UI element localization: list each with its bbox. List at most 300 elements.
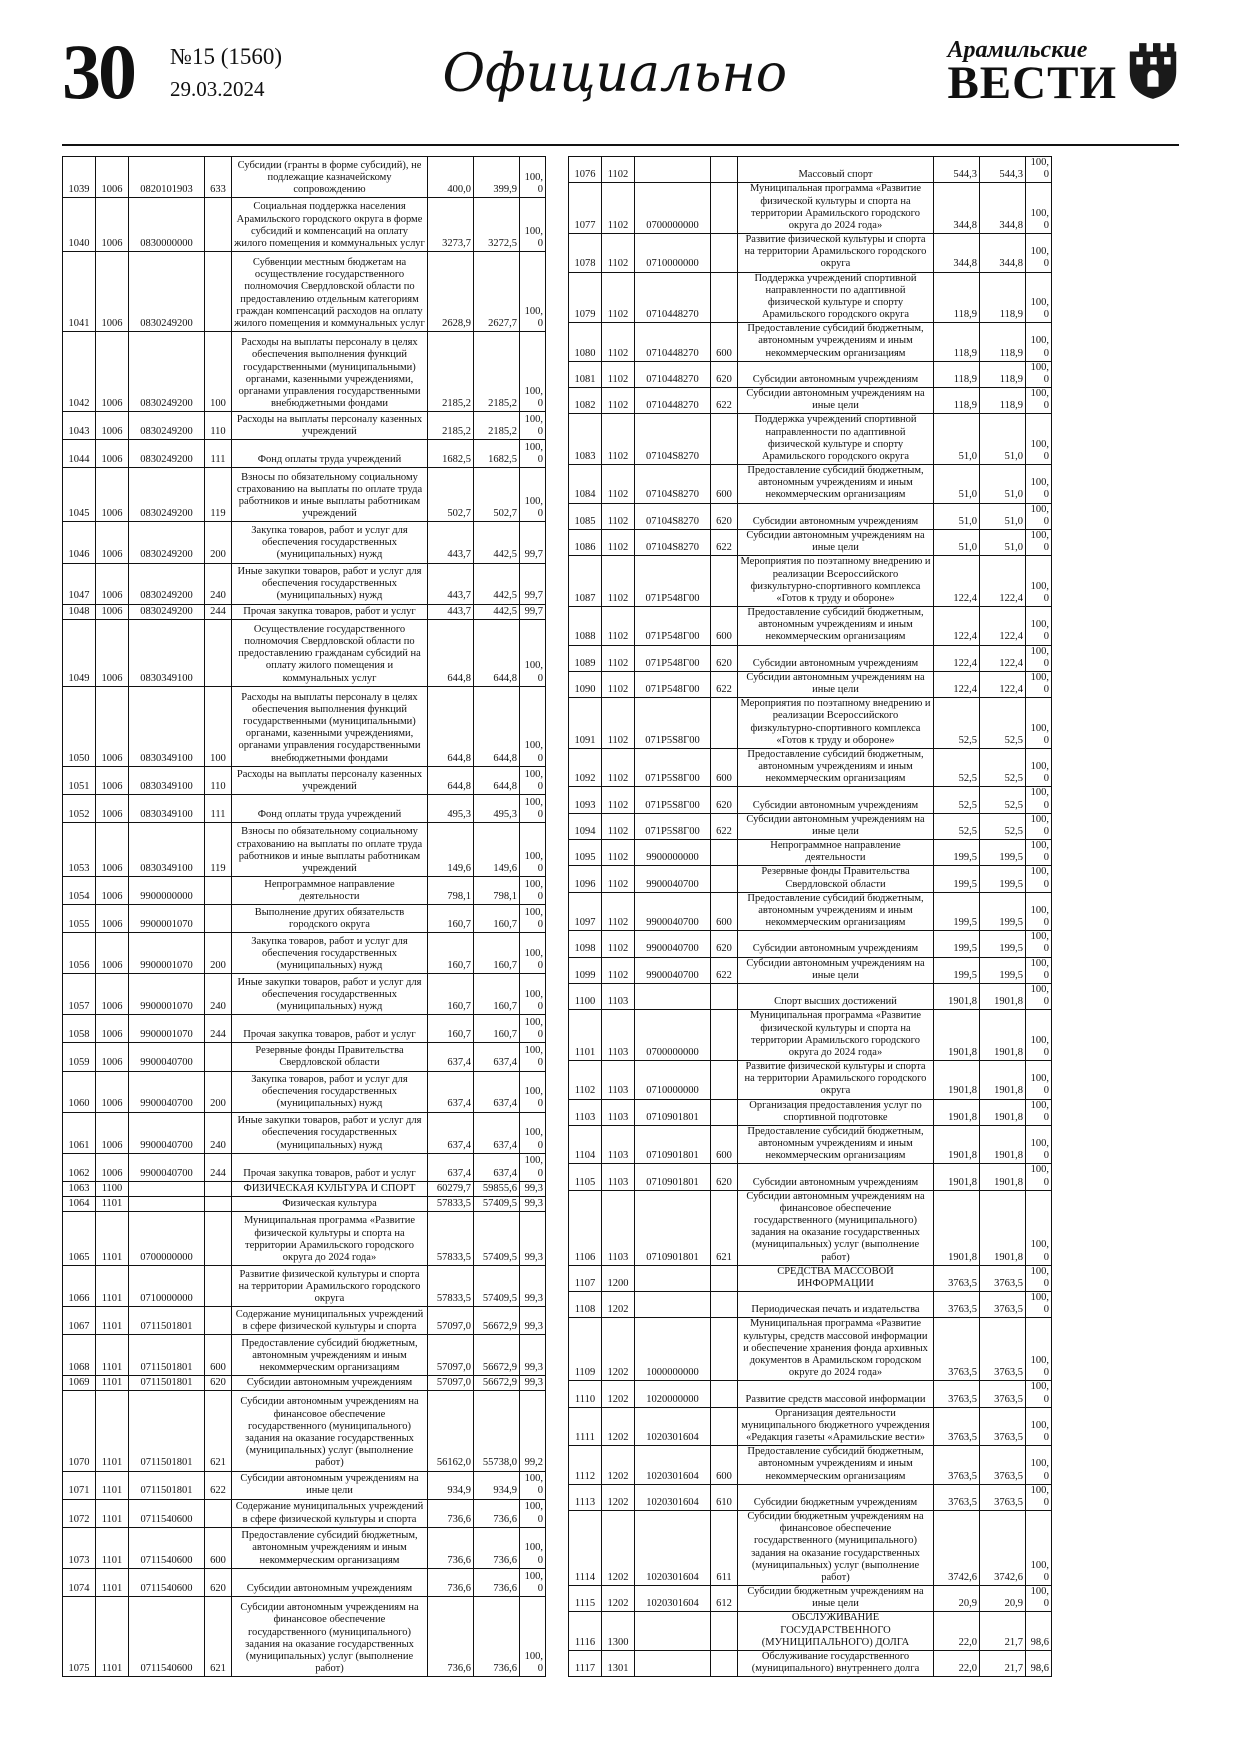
row-number-cell: 1100 [569, 984, 602, 1010]
target-article-cell: 9900001070 [129, 905, 205, 933]
description-cell: Субсидии автономным учреждениям на иные цели [738, 671, 934, 697]
executed-amount-cell: 160,7 [474, 933, 520, 974]
target-article-cell: 0710448270 [635, 323, 711, 362]
percent-cell: 100,0 [1026, 698, 1052, 749]
row-number-cell: 1114 [569, 1511, 602, 1586]
section-code-cell: 1006 [96, 468, 129, 522]
executed-amount-cell: 399,9 [474, 157, 520, 198]
approved-amount-cell: 3273,7 [428, 198, 474, 252]
budget-table-row [63, 563, 546, 604]
expense-type-cell: 610 [711, 1484, 738, 1510]
executed-amount-cell: 57409,5 [474, 1196, 520, 1211]
target-article-cell: 0830349100 [129, 619, 205, 686]
row-number-cell: 1044 [63, 440, 96, 468]
newspaper-name-top: Арамильские [947, 37, 1088, 63]
percent-cell: 99,3 [520, 1335, 546, 1376]
description-cell: Иные закупки товаров, работ и услуг для обеспечения государственных (муниципальных) нужд [232, 563, 428, 604]
target-article-cell: 0711501801 [129, 1335, 205, 1376]
budget-table-row [569, 1650, 1052, 1676]
executed-amount-cell: 56672,9 [474, 1307, 520, 1335]
target-article-cell: 0830249200 [129, 522, 205, 563]
description-cell: Закупка товаров, работ и услуг для обеспечения государственных (муниципальных) нужд [232, 933, 428, 974]
target-article-cell: 0830349100 [129, 794, 205, 822]
target-article-cell: 9900040700 [129, 1153, 205, 1181]
budget-table-row [63, 933, 546, 974]
executed-amount-cell: 2627,7 [474, 252, 520, 332]
expense-type-cell: 620 [711, 787, 738, 813]
executed-amount-cell: 51,0 [980, 529, 1026, 555]
budget-report-body [0, 146, 1241, 1677]
target-article-cell: 0710901801 [635, 1164, 711, 1190]
approved-amount-cell: 3763,5 [934, 1381, 980, 1407]
percent-cell: 100,0 [1026, 1407, 1052, 1446]
approved-amount-cell: 637,4 [428, 1153, 474, 1181]
section-code-cell: 1102 [602, 272, 635, 323]
row-number-cell: 1056 [63, 933, 96, 974]
target-article-cell: 071P5S8Г00 [635, 787, 711, 813]
executed-amount-cell: 3763,5 [980, 1484, 1026, 1510]
budget-table-row [569, 1190, 1052, 1265]
executed-amount-cell: 55738,0 [474, 1391, 520, 1471]
budget-table-row [63, 412, 546, 440]
target-article-cell: 0830249200 [129, 563, 205, 604]
description-cell: Развитие физической культуры и спорта на территории Арамильского городского округа [738, 234, 934, 273]
target-article-cell: 0820101903 [129, 157, 205, 198]
budget-table-row [63, 619, 546, 686]
executed-amount-cell: 21,7 [980, 1612, 1026, 1651]
budget-table-row [63, 468, 546, 522]
executed-amount-cell: 644,8 [474, 619, 520, 686]
description-cell: Субсидии автономным учреждениям [738, 361, 934, 387]
row-number-cell: 1039 [63, 157, 96, 198]
target-article-cell: 1020301604 [635, 1484, 711, 1510]
percent-cell: 100,0 [1026, 503, 1052, 529]
section-code-cell: 1100 [96, 1181, 129, 1196]
approved-amount-cell: 52,5 [934, 813, 980, 839]
expense-type-cell: 622 [711, 813, 738, 839]
row-number-cell: 1062 [63, 1153, 96, 1181]
approved-amount-cell: 57097,0 [428, 1307, 474, 1335]
budget-table-row [569, 813, 1052, 839]
section-code-cell: 1101 [96, 1376, 129, 1391]
budget-table-left-column [62, 156, 546, 1677]
target-article-cell: 071P5S8Г00 [635, 748, 711, 787]
row-number-cell: 1113 [569, 1484, 602, 1510]
budget-table-row [63, 440, 546, 468]
budget-table-row [569, 414, 1052, 465]
expense-type-cell [711, 1292, 738, 1318]
description-cell: Субсидии автономным учреждениям на финансовое обеспечение государственного (муниципального) задания на оказание государственных (муниципальных) услуг (выполнение работ) [738, 1190, 934, 1265]
executed-amount-cell: 637,4 [474, 1112, 520, 1153]
budget-table-row [569, 388, 1052, 414]
expense-type-cell [205, 1307, 232, 1335]
expense-type-cell: 621 [711, 1190, 738, 1265]
percent-cell: 100,0 [1026, 892, 1052, 931]
executed-amount-cell: 2185,2 [474, 332, 520, 412]
row-number-cell: 1090 [569, 671, 602, 697]
approved-amount-cell: 644,8 [428, 686, 474, 766]
row-number-cell: 1079 [569, 272, 602, 323]
budget-table-row [63, 157, 546, 198]
page-header [0, 0, 1241, 136]
percent-cell: 100,0 [1026, 984, 1052, 1010]
row-number-cell: 1094 [569, 813, 602, 839]
description-cell: Резервные фонды Правительства Свердловской области [738, 866, 934, 892]
percent-cell: 100,0 [1026, 272, 1052, 323]
percent-cell: 99,2 [520, 1391, 546, 1471]
budget-table-row [63, 1307, 546, 1335]
budget-table-row [569, 183, 1052, 234]
row-number-cell: 1076 [569, 157, 602, 183]
row-number-cell: 1071 [63, 1471, 96, 1499]
approved-amount-cell: 1901,8 [934, 1190, 980, 1265]
description-cell: Субсидии автономным учреждениям на финансовое обеспечение государственного (муниципального) задания на оказание государственных (муниципальных) услуг (выполнение работ) [232, 1596, 428, 1676]
target-article-cell: 9900001070 [129, 974, 205, 1015]
approved-amount-cell: 60279,7 [428, 1181, 474, 1196]
percent-cell: 100,0 [520, 686, 546, 766]
approved-amount-cell: 160,7 [428, 905, 474, 933]
budget-table-row [569, 607, 1052, 646]
description-cell: Субсидии автономным учреждениям [232, 1568, 428, 1596]
executed-amount-cell: 21,7 [980, 1650, 1026, 1676]
percent-cell: 99,3 [520, 1307, 546, 1335]
section-code-cell: 1102 [602, 671, 635, 697]
expense-type-cell [711, 556, 738, 607]
target-article-cell: 0700000000 [635, 183, 711, 234]
executed-amount-cell: 118,9 [980, 323, 1026, 362]
budget-table-row [569, 234, 1052, 273]
expense-type-cell [711, 1612, 738, 1651]
executed-amount-cell: 199,5 [980, 892, 1026, 931]
target-article-cell: 1020301604 [635, 1586, 711, 1612]
executed-amount-cell: 2185,2 [474, 412, 520, 440]
row-number-cell: 1105 [569, 1164, 602, 1190]
row-number-cell: 1117 [569, 1650, 602, 1676]
expense-type-cell: 622 [205, 1471, 232, 1499]
description-cell: СРЕДСТВА МАССОВОЙ ИНФОРМАЦИИ [738, 1265, 934, 1291]
executed-amount-cell: 736,6 [474, 1527, 520, 1568]
expense-type-cell [711, 840, 738, 866]
expense-type-cell [711, 183, 738, 234]
section-code-cell: 1006 [96, 252, 129, 332]
percent-cell: 100,0 [520, 766, 546, 794]
target-article-cell [129, 1181, 205, 1196]
row-number-cell: 1108 [569, 1292, 602, 1318]
section-code-cell: 1006 [96, 198, 129, 252]
budget-table-row [569, 866, 1052, 892]
target-article-cell: 07104S8270 [635, 529, 711, 555]
expense-type-cell: 100 [205, 686, 232, 766]
approved-amount-cell: 344,8 [934, 183, 980, 234]
section-code-cell: 1102 [602, 234, 635, 273]
row-number-cell: 1061 [63, 1112, 96, 1153]
percent-cell: 100,0 [1026, 957, 1052, 983]
target-article-cell [635, 984, 711, 1010]
section-code-cell: 1102 [602, 183, 635, 234]
expense-type-cell: 612 [711, 1586, 738, 1612]
section-code-cell: 1101 [96, 1266, 129, 1307]
executed-amount-cell: 344,8 [980, 183, 1026, 234]
target-article-cell [635, 1612, 711, 1651]
row-number-cell: 1064 [63, 1196, 96, 1211]
budget-table-row [569, 1446, 1052, 1485]
executed-amount-cell: 798,1 [474, 877, 520, 905]
approved-amount-cell: 637,4 [428, 1112, 474, 1153]
percent-cell: 100,0 [1026, 607, 1052, 646]
executed-amount-cell: 56672,9 [474, 1376, 520, 1391]
target-article-cell: 071P548Г00 [635, 556, 711, 607]
row-number-cell: 1077 [569, 183, 602, 234]
target-article-cell: 0711540600 [129, 1596, 205, 1676]
expense-type-cell: 621 [205, 1596, 232, 1676]
executed-amount-cell: 160,7 [474, 974, 520, 1015]
newspaper-logo-text [947, 37, 1117, 109]
description-cell: Развитие средств массовой информации [738, 1381, 934, 1407]
row-number-cell: 1096 [569, 866, 602, 892]
row-number-cell: 1073 [63, 1527, 96, 1568]
description-cell: Осуществление государственного полномочия Свердловской области по предоставлению гражданам субсидий на оплату жилого помещения и коммунальных услуг [232, 619, 428, 686]
target-article-cell [635, 1650, 711, 1676]
percent-cell: 99,7 [520, 604, 546, 619]
executed-amount-cell: 736,6 [474, 1596, 520, 1676]
section-code-cell: 1300 [602, 1612, 635, 1651]
budget-table-row [63, 1471, 546, 1499]
percent-cell: 100,0 [1026, 414, 1052, 465]
approved-amount-cell: 443,7 [428, 604, 474, 619]
target-article-cell: 071P5S8Г00 [635, 698, 711, 749]
description-cell: Расходы на выплаты персоналу в целях обеспечения выполнения функций государственными (муниципальными) органами, казенными учреждениями, органами управления государственными внебюджетными фондами [232, 686, 428, 766]
approved-amount-cell: 118,9 [934, 388, 980, 414]
section-code-cell: 1202 [602, 1318, 635, 1381]
description-cell: Предоставление субсидий бюджетным, автономным учреждениям и иным некоммерческим организациям [738, 1125, 934, 1164]
percent-cell: 100,0 [1026, 1190, 1052, 1265]
description-cell: Субсидии автономным учреждениям [738, 931, 934, 957]
description-cell: Прочая закупка товаров, работ и услуг [232, 604, 428, 619]
section-code-cell: 1101 [96, 1596, 129, 1676]
approved-amount-cell: 160,7 [428, 974, 474, 1015]
expense-type-cell [711, 1099, 738, 1125]
executed-amount-cell: 52,5 [980, 748, 1026, 787]
section-code-cell: 1102 [602, 645, 635, 671]
approved-amount-cell: 736,6 [428, 1499, 474, 1527]
target-article-cell: 0830249200 [129, 604, 205, 619]
target-article-cell: 0830349100 [129, 822, 205, 876]
section-code-cell: 1102 [602, 866, 635, 892]
executed-amount-cell: 56672,9 [474, 1335, 520, 1376]
target-article-cell: 9900040700 [129, 1112, 205, 1153]
row-number-cell: 1072 [63, 1499, 96, 1527]
description-cell: Резервные фонды Правительства Свердловской области [232, 1043, 428, 1071]
executed-amount-cell: 52,5 [980, 813, 1026, 839]
section-code-cell: 1101 [96, 1527, 129, 1568]
section-code-cell: 1102 [602, 323, 635, 362]
expense-type-cell: 622 [711, 529, 738, 555]
percent-cell: 100,0 [520, 822, 546, 876]
percent-cell: 100,0 [1026, 183, 1052, 234]
row-number-cell: 1116 [569, 1612, 602, 1651]
budget-table-row [569, 1099, 1052, 1125]
approved-amount-cell: 122,4 [934, 645, 980, 671]
description-cell: Развитие физической культуры и спорта на территории Арамильского городского округа [738, 1061, 934, 1100]
target-article-cell: 9900040700 [635, 892, 711, 931]
executed-amount-cell: 1901,8 [980, 1125, 1026, 1164]
description-cell: Мероприятия по поэтапному внедрению и реализации Всероссийского физкультурно-спортивного комплекса «Готов к труду и обороне» [738, 698, 934, 749]
approved-amount-cell: 57097,0 [428, 1376, 474, 1391]
target-article-cell: 0711540600 [129, 1568, 205, 1596]
percent-cell: 98,6 [1026, 1612, 1052, 1651]
budget-table-row [63, 905, 546, 933]
percent-cell: 100,0 [1026, 866, 1052, 892]
approved-amount-cell: 149,6 [428, 822, 474, 876]
row-number-cell: 1078 [569, 234, 602, 273]
expense-type-cell: 100 [205, 332, 232, 412]
executed-amount-cell: 736,6 [474, 1499, 520, 1527]
expense-type-cell: 600 [711, 748, 738, 787]
description-cell: Предоставление субсидий бюджетным, автономным учреждениям и иным некоммерческим организациям [738, 607, 934, 646]
section-code-cell: 1006 [96, 619, 129, 686]
description-cell: Прочая закупка товаров, работ и услуг [232, 1153, 428, 1181]
approved-amount-cell: 3763,5 [934, 1292, 980, 1318]
executed-amount-cell: 118,9 [980, 361, 1026, 387]
executed-amount-cell: 3763,5 [980, 1407, 1026, 1446]
section-code-cell: 1006 [96, 1043, 129, 1071]
budget-table-row [569, 1511, 1052, 1586]
executed-amount-cell: 118,9 [980, 388, 1026, 414]
city-crest-icon [1127, 40, 1179, 102]
description-cell: Расходы на выплаты персоналу в целях обеспечения выполнения функций государственными (муниципальными) органами, казенными учреждениями, органами управления государственными внебюджетными фондами [232, 332, 428, 412]
executed-amount-cell: 3763,5 [980, 1446, 1026, 1485]
row-number-cell: 1050 [63, 686, 96, 766]
section-code-cell: 1101 [96, 1499, 129, 1527]
expense-type-cell: 600 [711, 607, 738, 646]
row-number-cell: 1066 [63, 1266, 96, 1307]
row-number-cell: 1059 [63, 1043, 96, 1071]
section-code-cell: 1101 [96, 1196, 129, 1211]
approved-amount-cell: 1901,8 [934, 1125, 980, 1164]
expense-type-cell [205, 1181, 232, 1196]
expense-type-cell [711, 984, 738, 1010]
description-cell: Фонд оплаты труда учреждений [232, 794, 428, 822]
percent-cell: 100,0 [520, 794, 546, 822]
executed-amount-cell: 118,9 [980, 272, 1026, 323]
expense-type-cell: 240 [205, 563, 232, 604]
budget-table-row [63, 1043, 546, 1071]
row-number-cell: 1084 [569, 465, 602, 504]
section-code-cell: 1006 [96, 1071, 129, 1112]
expense-type-cell: 110 [205, 766, 232, 794]
description-cell: Предоставление субсидий бюджетным, автономным учреждениям и иным некоммерческим организациям [738, 465, 934, 504]
section-code-cell: 1006 [96, 877, 129, 905]
budget-table-row [569, 931, 1052, 957]
percent-cell: 100,0 [520, 905, 546, 933]
expense-type-cell: 244 [205, 1015, 232, 1043]
percent-cell: 100,0 [1026, 1446, 1052, 1485]
expense-type-cell [205, 252, 232, 332]
row-number-cell: 1101 [569, 1010, 602, 1061]
target-article-cell [635, 157, 711, 183]
section-code-cell: 1006 [96, 794, 129, 822]
approved-amount-cell: 118,9 [934, 323, 980, 362]
budget-table-row [569, 1612, 1052, 1651]
description-cell: Предоставление субсидий бюджетным, автономным учреждениям и иным некоммерческим организациям [232, 1527, 428, 1568]
description-cell: Прочая закупка товаров, работ и услуг [232, 1015, 428, 1043]
section-code-cell: 1102 [602, 361, 635, 387]
percent-cell: 100,0 [1026, 234, 1052, 273]
executed-amount-cell: 637,4 [474, 1043, 520, 1071]
percent-cell: 100,0 [520, 1499, 546, 1527]
executed-amount-cell: 199,5 [980, 957, 1026, 983]
row-number-cell: 1107 [569, 1265, 602, 1291]
target-article-cell: 071P548Г00 [635, 607, 711, 646]
executed-amount-cell: 199,5 [980, 931, 1026, 957]
percent-cell: 100,0 [1026, 157, 1052, 183]
percent-cell: 99,3 [520, 1196, 546, 1211]
description-cell: Муниципальная программа «Развитие физической культуры и спорта на территории Арамильского городского округа до 2024 года» [738, 183, 934, 234]
approved-amount-cell: 57833,5 [428, 1266, 474, 1307]
row-number-cell: 1115 [569, 1586, 602, 1612]
description-cell: Субсидии автономным учреждениям на иные цели [738, 529, 934, 555]
row-number-cell: 1047 [63, 563, 96, 604]
budget-table-row [63, 1527, 546, 1568]
executed-amount-cell: 1901,8 [980, 1164, 1026, 1190]
percent-cell: 100,0 [520, 1153, 546, 1181]
target-article-cell: 0710901801 [635, 1099, 711, 1125]
budget-table-row [569, 529, 1052, 555]
expense-type-cell: 620 [711, 503, 738, 529]
percent-cell: 100,0 [1026, 645, 1052, 671]
approved-amount-cell: 2628,9 [428, 252, 474, 332]
executed-amount-cell: 160,7 [474, 1015, 520, 1043]
expense-type-cell: 611 [711, 1511, 738, 1586]
expense-type-cell: 620 [205, 1376, 232, 1391]
description-cell: ФИЗИЧЕСКАЯ КУЛЬТУРА И СПОРТ [232, 1181, 428, 1196]
approved-amount-cell: 644,8 [428, 619, 474, 686]
budget-table-row [569, 748, 1052, 787]
row-number-cell: 1051 [63, 766, 96, 794]
percent-cell: 100,0 [1026, 1511, 1052, 1586]
percent-cell: 100,0 [1026, 671, 1052, 697]
budget-table-row [63, 1596, 546, 1676]
target-article-cell: 0711501801 [129, 1471, 205, 1499]
percent-cell: 100,0 [520, 1568, 546, 1596]
executed-amount-cell: 59855,6 [474, 1181, 520, 1196]
budget-table-row [569, 645, 1052, 671]
target-article-cell: 0830249200 [129, 468, 205, 522]
approved-amount-cell: 199,5 [934, 866, 980, 892]
target-article-cell [635, 1292, 711, 1318]
budget-table-row [63, 1071, 546, 1112]
section-code-cell: 1103 [602, 1125, 635, 1164]
budget-table-row [569, 957, 1052, 983]
target-article-cell: 0710000000 [635, 1061, 711, 1100]
percent-cell: 100,0 [1026, 1292, 1052, 1318]
executed-amount-cell: 934,9 [474, 1471, 520, 1499]
approved-amount-cell: 199,5 [934, 840, 980, 866]
budget-table-row [569, 892, 1052, 931]
target-article-cell: 0710448270 [635, 388, 711, 414]
approved-amount-cell: 502,7 [428, 468, 474, 522]
percent-cell: 100,0 [520, 157, 546, 198]
percent-cell: 100,0 [1026, 1099, 1052, 1125]
issue-number: №15 (1560) [170, 44, 283, 69]
row-number-cell: 1106 [569, 1190, 602, 1265]
section-code-cell: 1202 [602, 1586, 635, 1612]
target-article-cell: 1020301604 [635, 1446, 711, 1485]
expense-type-cell: 240 [205, 1112, 232, 1153]
description-cell: Взносы по обязательному социальному страхованию на выплаты по оплате труда работников и иные выплаты работникам учреждений [232, 468, 428, 522]
expense-type-cell [205, 619, 232, 686]
approved-amount-cell: 160,7 [428, 933, 474, 974]
